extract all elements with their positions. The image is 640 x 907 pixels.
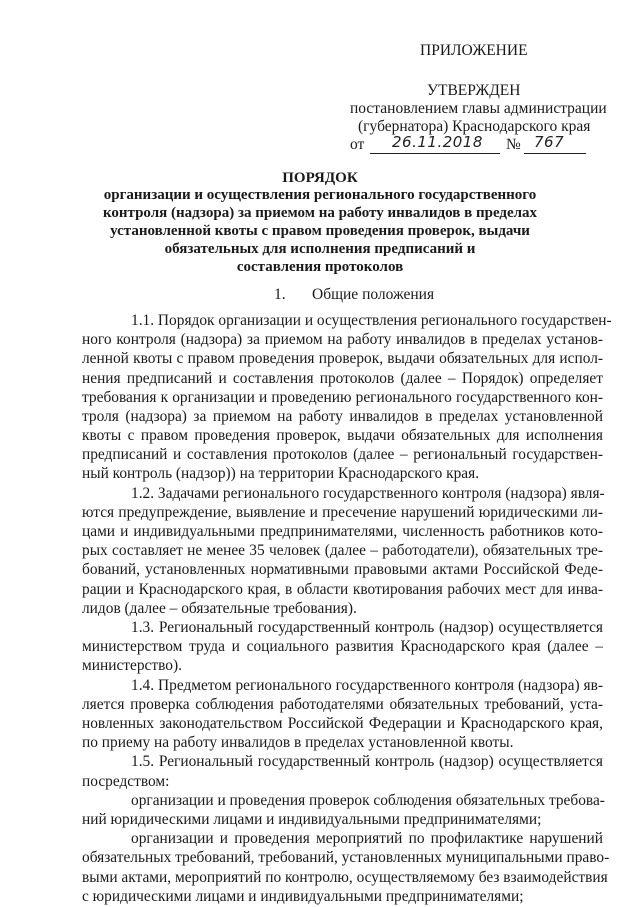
approved-by-line-1: постановлением главы администрации [350, 100, 607, 117]
body-line: квоты с правом проведения проверок, выдачи обязательных для исполнения [82, 427, 603, 444]
number-value: 767 [534, 133, 565, 151]
body-line: обязательных требований, требований, установленных муниципальными право- [82, 849, 610, 866]
body-line: троля (надзора) за приемом на работу инвалидов в пределах установленной [82, 408, 603, 425]
body-line: ный контроль (надзор)) на территории Краснодарского края. [82, 465, 480, 482]
approved-by-line-2: (губернатора) Краснодарского края [358, 118, 591, 135]
approved-label: УТВЕРЖДЕН [427, 82, 521, 99]
body-line: предписаний и составления протоколов (далее – региональный государствен- [82, 446, 603, 463]
date-value: 26.11.2018 [392, 133, 483, 151]
body-line: цами и индивидуальными предпринимателями, численность работников кото- [82, 523, 603, 540]
body-line: ленной квоты с правом проведения проверок, выдачи обязательных для испол- [82, 350, 603, 367]
body-line: по приему на работу инвалидов в пределах установленной квоты. [82, 734, 514, 751]
body-line: новленных законодательством Российской Федерации и Краснодарского края, [82, 715, 603, 732]
body-line: министерство). [82, 657, 182, 674]
body-line: нения предписаний и составления протоколов (далее – Порядок) определяет [82, 370, 603, 387]
section-number: 1. [274, 286, 286, 303]
body-line: выми актами, мероприятий по контролю, осуществляемому без взаимодействия [82, 869, 608, 886]
body-line: организации и проведения проверок соблюдения обязательных требова- [131, 792, 605, 809]
body-line: ного контроля (надзора) за приемом на работу инвалидов в пределах установ- [82, 331, 603, 348]
date-prefix: от [350, 136, 365, 153]
date-underline [370, 153, 500, 154]
title-line: организации и осуществления регионального государственного [103, 187, 537, 203]
body-line: рых составляет не менее 35 человек (далее – работодатели), обязательных тре- [82, 542, 603, 559]
body-line: 1.3. Региональный государственный контроль (надзор) осуществляется [131, 619, 603, 636]
title-line: составления протоколов [236, 259, 404, 275]
body-line: министерством труда и социального развития Краснодарского края (далее – [82, 638, 603, 655]
body-line: ляется проверка соблюдения работодателями обязательных требований, уста- [82, 696, 603, 713]
section-title: Общие положения [312, 286, 435, 303]
number-sign: № [506, 136, 521, 153]
body-line: требования к организации и проведению регионального государственного кон- [82, 389, 603, 406]
body-line: лидов (далее – обязательные требования). [82, 600, 357, 617]
body-line: посредством: [82, 773, 170, 790]
title-line: контроля (надзора) за приемом на работу инвалидов в пределах [102, 205, 538, 221]
body-line: 1.2. Задачами регионального государственного контроля (надзора) явля- [131, 485, 605, 502]
body-line: ются предупреждение, выявление и пресечение нарушений юридическими ли- [82, 504, 603, 521]
body-line: 1.4. Предметом регионального государственного контроля (надзора) яв- [131, 677, 603, 694]
number-underline [524, 153, 586, 154]
title-line: обязательных для исполнения предписаний и [164, 241, 476, 257]
body-line: с юридическими лицами и индивидуальными предпринимателями; [82, 888, 524, 905]
appendix-label: ПРИЛОЖЕНИЕ [420, 42, 528, 59]
body-line: 1.1. Порядок организации и осуществления регионального государствен- [131, 312, 612, 329]
body-line: организации и проведения мероприятий по профилактике нарушений [131, 830, 603, 847]
body-line: бований, установленных нормативными правовыми актами Российской Феде- [82, 561, 603, 578]
body-line: 1.5. Региональный государственный контроль (надзор) осуществляется [131, 753, 603, 770]
body-line: ний юридическими лицами и индивидуальными предпринимателями; [82, 811, 542, 828]
body-line: рации и Краснодарского края, в области квотирования рабочих мест для инва- [82, 581, 603, 598]
title-line: установленной квоты с правом проведения проверок, выдачи [110, 223, 530, 239]
document-title: ПОРЯДОК [282, 170, 358, 186]
